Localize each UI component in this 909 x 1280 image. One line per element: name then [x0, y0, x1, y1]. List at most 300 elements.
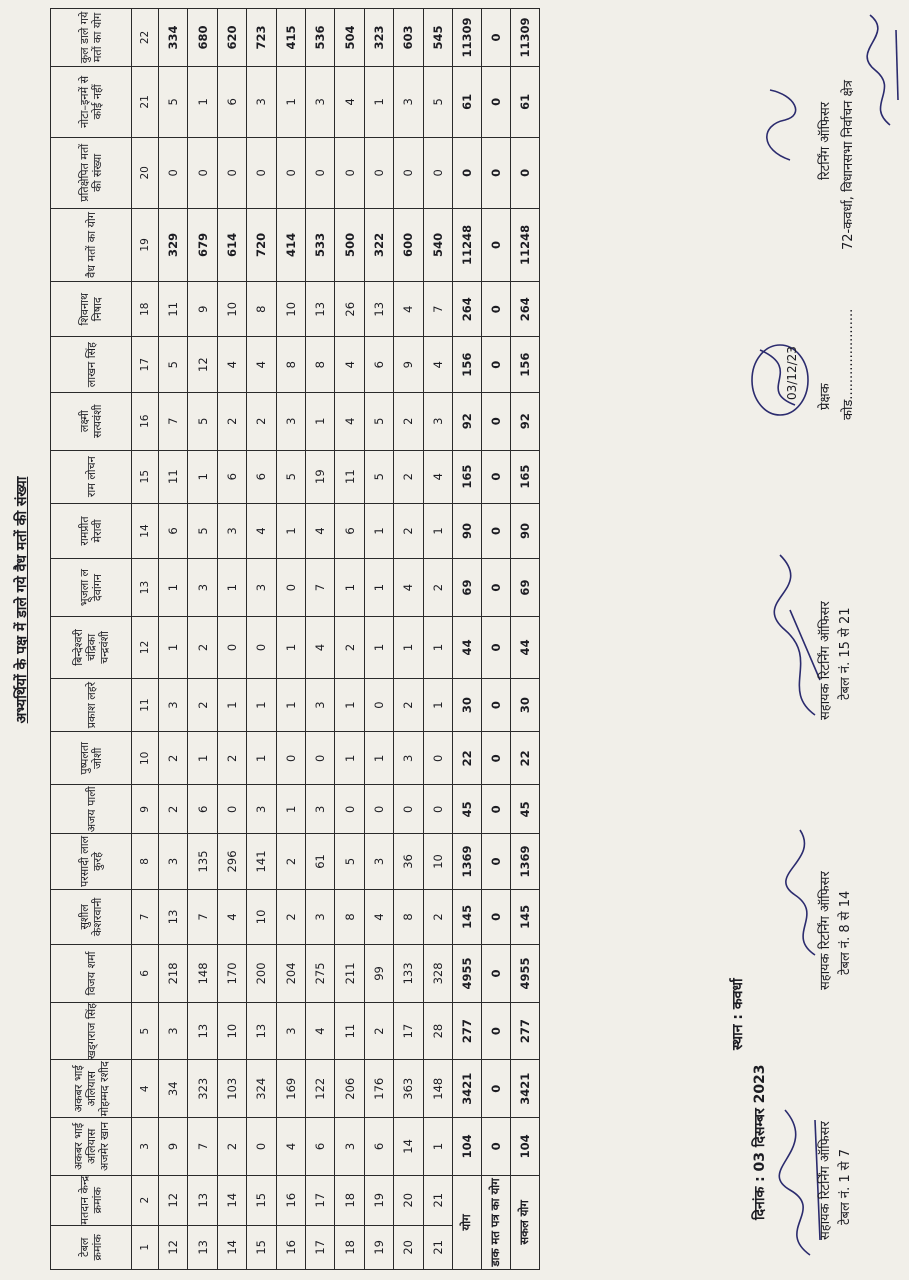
- column-number: 18: [132, 282, 159, 337]
- summary-cell: 0: [481, 137, 510, 208]
- table-cell: 206: [335, 1060, 364, 1118]
- table-cell: 0: [423, 785, 452, 834]
- column-header: शिवनाथ निषाद: [51, 282, 132, 337]
- summary-label: डाक मत पत्र का योग: [481, 1175, 510, 1269]
- table-cell: 0: [159, 137, 188, 208]
- table-cell: 169: [276, 1060, 305, 1118]
- column-number: 8: [132, 834, 159, 889]
- table-cell: 1: [247, 678, 276, 731]
- summary-cell: 92: [510, 392, 539, 450]
- summary-cell: 0: [481, 503, 510, 558]
- table-cell: 720: [247, 208, 276, 281]
- table-cell: 103: [217, 1060, 246, 1118]
- table-cell: 1: [364, 66, 393, 137]
- table-cell: 10: [247, 889, 276, 944]
- column-header: सुशील केशरवानी: [51, 889, 132, 944]
- table-cell: 4: [305, 503, 334, 558]
- column-header: अकबर भाई अलियास मोहम्मद रशीद: [51, 1060, 132, 1118]
- table-cell: 0: [276, 559, 305, 617]
- summary-cell: 0: [481, 9, 510, 67]
- table-cell: 7: [188, 1118, 217, 1176]
- table-cell: 0: [394, 137, 423, 208]
- table-cell: 0: [217, 137, 246, 208]
- signature-returning-officer: [750, 80, 810, 170]
- column-number: 9: [132, 785, 159, 834]
- table-cell: 17: [394, 1002, 423, 1060]
- summary-cell: 69: [510, 559, 539, 617]
- table-cell: 28: [423, 1002, 452, 1060]
- table-cell: 4: [247, 503, 276, 558]
- table-cell: 1: [247, 732, 276, 785]
- table-cell: 11: [335, 450, 364, 503]
- column-number: 2: [132, 1175, 159, 1225]
- table-cell: 2: [423, 559, 452, 617]
- table-cell: 363: [394, 1060, 423, 1118]
- table-cell: 1: [276, 616, 305, 678]
- table-cell: 2: [188, 616, 217, 678]
- table-cell: 1: [276, 785, 305, 834]
- summary-cell: 61: [510, 66, 539, 137]
- summary-cell: 30: [452, 678, 481, 731]
- column-number: 20: [132, 137, 159, 208]
- table-cell: 2: [394, 678, 423, 731]
- table-cell: 4: [305, 616, 334, 678]
- table-cell: 2: [276, 834, 305, 889]
- table-cell: 1: [423, 678, 452, 731]
- summary-cell: 44: [452, 616, 481, 678]
- table-cell: 1: [276, 503, 305, 558]
- summary-cell: 0: [481, 1002, 510, 1060]
- summary-cell: 11248: [510, 208, 539, 281]
- table-heading: अभ्यर्थियों के पक्ष में डाले गये वैध मतों की संख्या: [14, 476, 30, 724]
- column-number: 11: [132, 678, 159, 731]
- summary-cell: 0: [481, 889, 510, 944]
- table-cell: 5: [188, 503, 217, 558]
- table-cell: 148: [423, 1060, 452, 1118]
- table-cell: 3: [335, 1118, 364, 1176]
- table-cell: 34: [159, 1060, 188, 1118]
- table-cell: 0: [247, 137, 276, 208]
- table-cell: 323: [364, 9, 393, 67]
- column-number: 16: [132, 392, 159, 450]
- table-cell: 4: [394, 282, 423, 337]
- table-cell: 1: [364, 503, 393, 558]
- table-cell: 16: [276, 1225, 305, 1269]
- table-cell: 6: [217, 66, 246, 137]
- table-cell: 2: [159, 732, 188, 785]
- column-number: 4: [132, 1060, 159, 1118]
- table-cell: 3: [247, 559, 276, 617]
- table-cell: 8: [394, 889, 423, 944]
- table-cell: 10: [217, 282, 246, 337]
- table-cell: 7: [188, 889, 217, 944]
- table-cell: 8: [305, 337, 334, 392]
- column-header: भूजला ल देवांगन: [51, 559, 132, 617]
- signature-observer: [745, 310, 820, 430]
- table-row: [276, 9, 305, 1270]
- table-cell: 3: [276, 392, 305, 450]
- table-cell: 61: [305, 834, 334, 889]
- column-number: 7: [132, 889, 159, 944]
- table-cell: 135: [188, 834, 217, 889]
- table-cell: 3: [217, 503, 246, 558]
- table-cell: 322: [364, 208, 393, 281]
- table-cell: 1: [217, 678, 246, 731]
- column-number: 5: [132, 1002, 159, 1060]
- summary-cell: 45: [452, 785, 481, 834]
- table-row: [423, 9, 452, 1270]
- table-cell: 4: [305, 1002, 334, 1060]
- table-cell: 6: [364, 1118, 393, 1176]
- column-number: 10: [132, 732, 159, 785]
- aro2-tables: टेबल नं. 8 से 14: [838, 890, 853, 975]
- table-cell: 2: [188, 678, 217, 731]
- table-cell: 2: [394, 392, 423, 450]
- column-number: 21: [132, 66, 159, 137]
- table-cell: 17: [305, 1225, 334, 1269]
- table-row: [364, 9, 393, 1270]
- column-number: 14: [132, 503, 159, 558]
- code-line: कोड......................: [841, 308, 856, 420]
- summary-label: सकल योग: [510, 1175, 539, 1269]
- table-cell: 334: [159, 9, 188, 67]
- table-cell: 3: [247, 785, 276, 834]
- table-cell: 1: [423, 1118, 452, 1176]
- table-cell: 3: [423, 392, 452, 450]
- table-cell: 5: [423, 66, 452, 137]
- column-number: 13: [132, 559, 159, 617]
- column-number: 1: [132, 1225, 159, 1269]
- summary-cell: 0: [481, 678, 510, 731]
- table-cell: 1: [276, 678, 305, 731]
- table-cell: 1: [188, 732, 217, 785]
- table-cell: 3: [364, 834, 393, 889]
- aro1-title: सहायक रिटर्निंग ऑफिसर: [818, 1121, 833, 1240]
- aro2-title: सहायक रिटर्निंग ऑफिसर: [818, 871, 833, 990]
- table-cell: 200: [247, 945, 276, 1003]
- table-cell: 2: [217, 732, 246, 785]
- table-cell: 3: [247, 66, 276, 137]
- summary-cell: 11248: [452, 208, 481, 281]
- summary-cell: 277: [452, 1002, 481, 1060]
- table-cell: 0: [364, 785, 393, 834]
- table-cell: 13: [305, 282, 334, 337]
- table-cell: 19: [305, 450, 334, 503]
- table-cell: 21: [423, 1175, 452, 1225]
- table-cell: 1: [217, 559, 246, 617]
- summary-cell: 0: [481, 785, 510, 834]
- table-cell: 218: [159, 945, 188, 1003]
- summary-cell: 3421: [452, 1060, 481, 1118]
- table-cell: 1: [188, 450, 217, 503]
- summary-cell: 156: [452, 337, 481, 392]
- table-cell: 3: [305, 66, 334, 137]
- table-cell: 3: [305, 889, 334, 944]
- column-number: 19: [132, 208, 159, 281]
- table-cell: 1: [335, 732, 364, 785]
- table-cell: 1: [335, 559, 364, 617]
- table-cell: 36: [394, 834, 423, 889]
- table-cell: 6: [335, 503, 364, 558]
- table-row: [159, 9, 188, 1270]
- table-cell: 14: [217, 1175, 246, 1225]
- table-cell: 296: [217, 834, 246, 889]
- table-cell: 20: [394, 1175, 423, 1225]
- summary-cell: 22: [510, 732, 539, 785]
- table-cell: 5: [335, 834, 364, 889]
- column-header: राम लोचन: [51, 450, 132, 503]
- table-cell: 3: [394, 732, 423, 785]
- table-cell: 1: [423, 616, 452, 678]
- table-cell: 6: [305, 1118, 334, 1176]
- summary-cell: 1369: [452, 834, 481, 889]
- table-cell: 170: [217, 945, 246, 1003]
- aro3-tables: टेबल नं. 15 से 21: [838, 607, 853, 700]
- summary-cell: 156: [510, 337, 539, 392]
- observer-label: प्रेक्षक: [818, 383, 833, 410]
- table-cell: 6: [217, 450, 246, 503]
- table-cell: 122: [305, 1060, 334, 1118]
- summary-cell: 0: [481, 616, 510, 678]
- table-cell: 1: [159, 559, 188, 617]
- table-cell: 0: [305, 732, 334, 785]
- table-cell: 12: [159, 1175, 188, 1225]
- table-cell: 5: [276, 450, 305, 503]
- table-row: [394, 9, 423, 1270]
- table-cell: 10: [217, 1002, 246, 1060]
- summary-cell: 0: [481, 337, 510, 392]
- table-cell: 10: [276, 282, 305, 337]
- table-cell: 2: [394, 503, 423, 558]
- table-cell: 15: [247, 1225, 276, 1269]
- table-cell: 26: [335, 282, 364, 337]
- summary-cell: 0: [481, 392, 510, 450]
- table-cell: 1: [423, 503, 452, 558]
- table-cell: 533: [305, 208, 334, 281]
- table-cell: 11: [335, 1002, 364, 1060]
- table-cell: 13: [188, 1175, 217, 1225]
- table-cell: 2: [217, 1118, 246, 1176]
- table-cell: 14: [394, 1118, 423, 1176]
- table-cell: 603: [394, 9, 423, 67]
- column-header: अजय पाली: [51, 785, 132, 834]
- column-number: 12: [132, 616, 159, 678]
- grand-row: [510, 9, 539, 1270]
- table-cell: 1: [394, 616, 423, 678]
- table-cell: 2: [394, 450, 423, 503]
- table-cell: 2: [159, 785, 188, 834]
- table-row: [305, 9, 334, 1270]
- date-line: दिनांक : 03 दिसम्बर 2023: [752, 1064, 768, 1220]
- table-cell: 18: [335, 1225, 364, 1269]
- column-number: 17: [132, 337, 159, 392]
- table-cell: 0: [364, 678, 393, 731]
- table-cell: 4: [217, 889, 246, 944]
- column-header: प्रकाश लहरे: [51, 678, 132, 731]
- table-cell: 148: [188, 945, 217, 1003]
- table-cell: 4: [335, 66, 364, 137]
- table-cell: 0: [364, 137, 393, 208]
- table-cell: 328: [423, 945, 452, 1003]
- table-cell: 3: [276, 1002, 305, 1060]
- table-cell: 5: [188, 392, 217, 450]
- table-cell: 2: [335, 616, 364, 678]
- table-cell: 2: [423, 889, 452, 944]
- table-cell: 141: [247, 834, 276, 889]
- summary-cell: 165: [452, 450, 481, 503]
- place-line: स्थान : कवर्धा: [730, 978, 746, 1050]
- summary-cell: 69: [452, 559, 481, 617]
- aro3-title: सहायक रिटर्निंग ऑफिसर: [818, 601, 833, 720]
- table-cell: 6: [364, 337, 393, 392]
- table-cell: 1: [364, 559, 393, 617]
- column-header: नोटा–इनमें से कोई नहीं: [51, 66, 132, 137]
- table-cell: 415: [276, 9, 305, 67]
- table-cell: 19: [364, 1225, 393, 1269]
- table-cell: 7: [423, 282, 452, 337]
- summary-cell: 11309: [452, 9, 481, 67]
- table-cell: 3: [305, 785, 334, 834]
- table-cell: 500: [335, 208, 364, 281]
- table-cell: 4: [247, 337, 276, 392]
- column-header: लाखन सिंह: [51, 337, 132, 392]
- table-row: [217, 9, 246, 1270]
- table-cell: 5: [364, 450, 393, 503]
- table-cell: 4: [335, 392, 364, 450]
- table-cell: 21: [423, 1225, 452, 1269]
- summary-cell: 0: [481, 208, 510, 281]
- table-cell: 723: [247, 9, 276, 67]
- table-cell: 0: [217, 616, 246, 678]
- table-cell: 7: [305, 559, 334, 617]
- summary-cell: 264: [452, 282, 481, 337]
- table-row: [188, 9, 217, 1270]
- table-cell: 6: [247, 450, 276, 503]
- summary-cell: 61: [452, 66, 481, 137]
- table-cell: 504: [335, 9, 364, 67]
- table-cell: 536: [305, 9, 334, 67]
- summary-cell: 1369: [510, 834, 539, 889]
- table-cell: 1: [276, 66, 305, 137]
- summary-cell: 0: [452, 137, 481, 208]
- table-cell: 2: [247, 392, 276, 450]
- table-cell: 13: [159, 889, 188, 944]
- summary-cell: 0: [481, 1118, 510, 1176]
- table-cell: 0: [188, 137, 217, 208]
- table-cell: 16: [276, 1175, 305, 1225]
- table-cell: 5: [364, 392, 393, 450]
- table-cell: 679: [188, 208, 217, 281]
- table-cell: 540: [423, 208, 452, 281]
- table-cell: 275: [305, 945, 334, 1003]
- table-cell: 545: [423, 9, 452, 67]
- table-cell: 620: [217, 9, 246, 67]
- summary-cell: 0: [510, 137, 539, 208]
- table-cell: 4: [217, 337, 246, 392]
- table-cell: 7: [159, 392, 188, 450]
- column-number: 22: [132, 9, 159, 67]
- summary-cell: 145: [510, 889, 539, 944]
- table-cell: 13: [364, 282, 393, 337]
- summary-cell: 45: [510, 785, 539, 834]
- table-cell: 10: [423, 834, 452, 889]
- column-number-row: [132, 9, 159, 1270]
- table-cell: 19: [364, 1175, 393, 1225]
- table-cell: 13: [188, 1225, 217, 1269]
- summary-cell: 0: [481, 282, 510, 337]
- column-header: खड्गराज सिंह: [51, 1002, 132, 1060]
- table-cell: 5: [159, 66, 188, 137]
- column-number: 3: [132, 1118, 159, 1176]
- ro-title: रिटर्निंग ऑफिसर: [818, 101, 833, 180]
- table-cell: 0: [335, 785, 364, 834]
- table-cell: 0: [305, 137, 334, 208]
- table-cell: 17: [305, 1175, 334, 1225]
- summary-cell: 0: [481, 834, 510, 889]
- summary-cell: 165: [510, 450, 539, 503]
- results-table: [50, 8, 540, 1270]
- table-cell: 133: [394, 945, 423, 1003]
- table-cell: 1: [364, 616, 393, 678]
- table-cell: 9: [188, 282, 217, 337]
- table-cell: 329: [159, 208, 188, 281]
- table-cell: 8: [335, 889, 364, 944]
- table-cell: 0: [394, 785, 423, 834]
- summary-cell: 277: [510, 1002, 539, 1060]
- table-cell: 4: [335, 337, 364, 392]
- summary-cell: 90: [510, 503, 539, 558]
- summary-cell: 0: [481, 559, 510, 617]
- summary-cell: 145: [452, 889, 481, 944]
- table-cell: 14: [217, 1225, 246, 1269]
- table-cell: 0: [335, 137, 364, 208]
- column-header: प्रतिक्षेपित मतों की संख्या: [51, 137, 132, 208]
- table-row: [247, 9, 276, 1270]
- summary-label: योग: [452, 1175, 481, 1269]
- table-cell: 211: [335, 945, 364, 1003]
- table-cell: 11: [159, 282, 188, 337]
- table-cell: 8: [276, 337, 305, 392]
- summary-cell: 0: [481, 66, 510, 137]
- column-header: पुष्पलता जोशी: [51, 732, 132, 785]
- summary-cell: 4955: [510, 945, 539, 1003]
- table-cell: 11: [159, 450, 188, 503]
- table-cell: 0: [423, 732, 452, 785]
- table-cell: 20: [394, 1225, 423, 1269]
- table-cell: 3: [188, 559, 217, 617]
- table-cell: 4: [423, 337, 452, 392]
- table-cell: 6: [159, 503, 188, 558]
- column-header: अकबर भाई अलियास अजमेर खान: [51, 1118, 132, 1176]
- column-number: 6: [132, 945, 159, 1003]
- summary-cell: 90: [452, 503, 481, 558]
- table-cell: 3: [394, 66, 423, 137]
- table-cell: 3: [159, 834, 188, 889]
- constituency-line: 72-कवर्धा, विधानसभा निर्वाचन क्षेत्र: [841, 80, 856, 250]
- column-header: टेबल क्रमांक: [51, 1225, 132, 1269]
- postal-row: [481, 9, 510, 1270]
- summary-cell: 104: [452, 1118, 481, 1176]
- summary-cell: 4955: [452, 945, 481, 1003]
- margin-signature-scribble: [860, 10, 905, 130]
- column-header: लक्ष्मी सत्यवंशी: [51, 392, 132, 450]
- table-cell: 12: [159, 1225, 188, 1269]
- table-cell: 0: [247, 1118, 276, 1176]
- table-cell: 0: [247, 616, 276, 678]
- column-header: मतदान केन्द्र क्रमांक: [51, 1175, 132, 1225]
- column-header: बिन्देश्वरी चंद्रिका चन्द्रवंशी: [51, 616, 132, 678]
- table-cell: 13: [188, 1002, 217, 1060]
